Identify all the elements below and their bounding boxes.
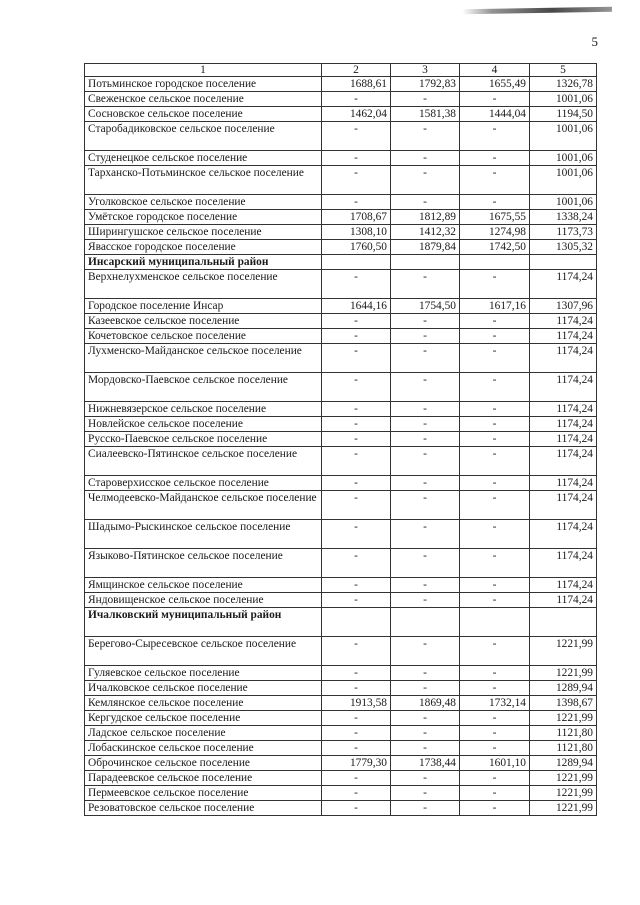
value-cell-col4: 1444,04	[460, 107, 530, 122]
value-cell-col2: 1308,10	[322, 225, 391, 240]
value-cell-col4: 1742,50	[460, 240, 530, 255]
value-cell-col5: 1174,24	[530, 447, 597, 476]
value-cell-col5: 1001,06	[530, 151, 597, 166]
value-cell-col3: -	[391, 786, 460, 801]
value-cell-col5: 1174,24	[530, 491, 597, 520]
value-cell-col5: 1121,80	[530, 741, 597, 756]
table-row	[85, 741, 597, 756]
table-section-row	[85, 608, 597, 637]
value-cell-col2: -	[322, 786, 391, 801]
value-cell-col2: -	[322, 637, 391, 666]
value-cell-col4: -	[460, 549, 530, 578]
table-row	[85, 225, 597, 240]
value-cell-col2: 1462,04	[322, 107, 391, 122]
value-cell-col5: 1174,24	[530, 593, 597, 608]
value-cell-col5: 1221,99	[530, 801, 597, 816]
settlement-name-cell: Староверхисское сельское поселение	[85, 476, 322, 491]
value-cell-col4: 1617,16	[460, 299, 530, 314]
value-cell-col4: -	[460, 314, 530, 329]
value-cell-col3: 1792,83	[391, 77, 460, 92]
table-row	[85, 432, 597, 447]
value-cell-col4: 1274,98	[460, 225, 530, 240]
value-cell-col3: -	[391, 329, 460, 344]
value-cell-col5: 1001,06	[530, 122, 597, 151]
value-cell-col3: 1738,44	[391, 756, 460, 771]
value-cell-col2: -	[322, 726, 391, 741]
value-cell-col2: -	[322, 166, 391, 195]
value-cell-col2: -	[322, 447, 391, 476]
value-cell-col5: 1326,78	[530, 77, 597, 92]
value-cell-col5	[530, 255, 597, 270]
settlement-name-cell: Яндовищенское сельское поселение	[85, 593, 322, 608]
value-cell-col2: -	[322, 593, 391, 608]
value-cell-col4: 1732,14	[460, 696, 530, 711]
table-row	[85, 726, 597, 741]
value-cell-col5: 1174,24	[530, 402, 597, 417]
table-row	[85, 801, 597, 816]
district-name-cell: Ичалковский муниципальный район	[85, 608, 322, 637]
settlement-name-cell: Оброчинское сельское поселение	[85, 756, 322, 771]
value-cell-col4	[460, 255, 530, 270]
value-cell-col5: 1221,99	[530, 711, 597, 726]
value-cell-col3: -	[391, 520, 460, 549]
value-cell-col3: -	[391, 432, 460, 447]
value-cell-col5: 1174,24	[530, 432, 597, 447]
table-row	[85, 637, 597, 666]
value-cell-col4: -	[460, 417, 530, 432]
table-row	[85, 402, 597, 417]
value-cell-col5: 1174,24	[530, 373, 597, 402]
value-cell-col2	[322, 608, 391, 637]
value-cell-col5: 1221,99	[530, 786, 597, 801]
value-cell-col2: -	[322, 417, 391, 432]
settlement-name-cell: Ямщинское сельское поселение	[85, 578, 322, 593]
value-cell-col4: -	[460, 801, 530, 816]
value-cell-col5: 1174,24	[530, 329, 597, 344]
value-cell-col5: 1001,06	[530, 92, 597, 107]
value-cell-col2: 1779,30	[322, 756, 391, 771]
settlement-name-cell: Уголковское сельское поселение	[85, 195, 322, 210]
value-cell-col3: -	[391, 92, 460, 107]
table-row	[85, 756, 597, 771]
settlement-name-cell: Кемлянское сельское поселение	[85, 696, 322, 711]
value-cell-col5: 1194,50	[530, 107, 597, 122]
table-row	[85, 373, 597, 402]
settlement-name-cell: Резоватовское сельское поселение	[85, 801, 322, 816]
value-cell-col4: -	[460, 491, 530, 520]
settlement-name-cell: Кочетовское сельское поселение	[85, 329, 322, 344]
value-cell-col4: -	[460, 637, 530, 666]
settlement-name-cell: Шадымо-Рыскинское сельское поселение	[85, 520, 322, 549]
value-cell-col3: -	[391, 801, 460, 816]
value-cell-col2: -	[322, 666, 391, 681]
table-row	[85, 151, 597, 166]
value-cell-col3: -	[391, 741, 460, 756]
value-cell-col5: 1174,24	[530, 344, 597, 373]
value-cell-col5: 1338,24	[530, 210, 597, 225]
table-row	[85, 344, 597, 373]
settlement-name-cell: Ичалковское сельское поселение	[85, 681, 322, 696]
value-cell-col4: -	[460, 122, 530, 151]
value-cell-col5: 1307,96	[530, 299, 597, 314]
settlement-name-cell: Верхнелухменское сельское поселение	[85, 270, 322, 299]
value-cell-col3: 1412,32	[391, 225, 460, 240]
value-cell-col2: -	[322, 578, 391, 593]
value-cell-col3: -	[391, 578, 460, 593]
value-cell-col4: 1601,10	[460, 756, 530, 771]
value-cell-col5: 1398,67	[530, 696, 597, 711]
table-row	[85, 77, 597, 92]
value-cell-col3: -	[391, 593, 460, 608]
settlement-name-cell: Умётское городское поселение	[85, 210, 322, 225]
value-cell-col4: -	[460, 92, 530, 107]
table-row	[85, 92, 597, 107]
value-cell-col4: -	[460, 270, 530, 299]
value-cell-col5: 1001,06	[530, 166, 597, 195]
value-cell-col3: 1812,89	[391, 210, 460, 225]
column-header-2: 2	[322, 64, 391, 77]
value-cell-col2: -	[322, 329, 391, 344]
table-row	[85, 771, 597, 786]
value-cell-col3: -	[391, 417, 460, 432]
value-cell-col4: -	[460, 344, 530, 373]
table-row	[85, 491, 597, 520]
value-cell-col2: 1644,16	[322, 299, 391, 314]
settlement-name-cell: Лобаскинское сельское поселение	[85, 741, 322, 756]
value-cell-col2: -	[322, 195, 391, 210]
value-cell-col5: 1305,32	[530, 240, 597, 255]
settlement-name-cell: Челмодеевско-Майданское сельское поселение	[85, 491, 322, 520]
settlement-name-cell: Нижневязерское сельское поселение	[85, 402, 322, 417]
value-cell-col3: -	[391, 314, 460, 329]
settlement-name-cell: Ширингушское сельское поселение	[85, 225, 322, 240]
table-section-row	[85, 255, 597, 270]
value-cell-col3: -	[391, 447, 460, 476]
settlement-name-cell: Явасское городское поселение	[85, 240, 322, 255]
value-cell-col4: -	[460, 711, 530, 726]
scan-artifact	[462, 7, 612, 15]
value-cell-col3: -	[391, 402, 460, 417]
value-cell-col5: 1174,24	[530, 314, 597, 329]
value-cell-col2: 1688,61	[322, 77, 391, 92]
value-cell-col3: 1879,84	[391, 240, 460, 255]
value-cell-col2: -	[322, 491, 391, 520]
value-cell-col4: -	[460, 373, 530, 402]
value-cell-col4: -	[460, 593, 530, 608]
table-row	[85, 417, 597, 432]
settlement-name-cell: Мордовско-Паевское сельское поселение	[85, 373, 322, 402]
value-cell-col5: 1174,24	[530, 520, 597, 549]
settlement-name-cell: Русско-Паевское сельское поселение	[85, 432, 322, 447]
tariff-table	[84, 63, 597, 816]
settlement-name-cell: Берегово-Сыресевское сельское поселение	[85, 637, 322, 666]
value-cell-col3: -	[391, 373, 460, 402]
value-cell-col2	[322, 255, 391, 270]
settlement-name-cell: Студенецкое сельское поселение	[85, 151, 322, 166]
settlement-name-cell: Пермеевское сельское поселение	[85, 786, 322, 801]
value-cell-col5: 1174,24	[530, 417, 597, 432]
value-cell-col3: -	[391, 726, 460, 741]
value-cell-col5: 1174,24	[530, 578, 597, 593]
value-cell-col3: -	[391, 166, 460, 195]
settlement-name-cell: Свеженское сельское поселение	[85, 92, 322, 107]
table-body	[85, 64, 597, 816]
value-cell-col4: -	[460, 520, 530, 549]
table-row	[85, 520, 597, 549]
settlement-name-cell: Сиалеевско-Пятинское сельское поселение	[85, 447, 322, 476]
table-row	[85, 314, 597, 329]
table-row	[85, 711, 597, 726]
value-cell-col5: 1221,99	[530, 637, 597, 666]
value-cell-col3	[391, 608, 460, 637]
value-cell-col3: -	[391, 711, 460, 726]
table-row	[85, 166, 597, 195]
value-cell-col2: 1760,50	[322, 240, 391, 255]
table-row	[85, 329, 597, 344]
value-cell-col2: -	[322, 373, 391, 402]
value-cell-col5: 1221,99	[530, 666, 597, 681]
value-cell-col2: -	[322, 801, 391, 816]
table-row	[85, 270, 597, 299]
settlement-name-cell: Тарханско-Потьминское сельское поселение	[85, 166, 322, 195]
value-cell-col4: -	[460, 329, 530, 344]
value-cell-col4: -	[460, 476, 530, 491]
table-row	[85, 195, 597, 210]
table-row	[85, 299, 597, 314]
value-cell-col4: -	[460, 681, 530, 696]
value-cell-col2: -	[322, 476, 391, 491]
value-cell-col4: -	[460, 771, 530, 786]
settlement-name-cell: Потьминское городское поселение	[85, 77, 322, 92]
value-cell-col2: -	[322, 344, 391, 373]
value-cell-col3: -	[391, 476, 460, 491]
value-cell-col4: -	[460, 402, 530, 417]
value-cell-col2: -	[322, 92, 391, 107]
value-cell-col5: 1174,24	[530, 476, 597, 491]
table-row	[85, 786, 597, 801]
value-cell-col2: -	[322, 122, 391, 151]
value-cell-col2: -	[322, 549, 391, 578]
value-cell-col3: 1581,38	[391, 107, 460, 122]
value-cell-col2: -	[322, 270, 391, 299]
table-row	[85, 593, 597, 608]
table-row	[85, 681, 597, 696]
table-row	[85, 122, 597, 151]
value-cell-col2: -	[322, 402, 391, 417]
value-cell-col3	[391, 255, 460, 270]
value-cell-col3: -	[391, 549, 460, 578]
value-cell-col3: 1754,50	[391, 299, 460, 314]
value-cell-col4: -	[460, 741, 530, 756]
district-name-cell: Инсарский муниципальный район	[85, 255, 322, 270]
value-cell-col5: 1174,24	[530, 270, 597, 299]
value-cell-col3: -	[391, 151, 460, 166]
table-row	[85, 240, 597, 255]
settlement-name-cell: Гуляевское сельское поселение	[85, 666, 322, 681]
value-cell-col2: -	[322, 681, 391, 696]
value-cell-col3: -	[391, 344, 460, 373]
value-cell-col3: -	[391, 195, 460, 210]
value-cell-col2: -	[322, 520, 391, 549]
column-header-1: 1	[85, 64, 322, 77]
settlement-name-cell: Лухменско-Майданское сельское поселение	[85, 344, 322, 373]
value-cell-col3: -	[391, 681, 460, 696]
table-row	[85, 107, 597, 122]
table-row	[85, 476, 597, 491]
settlement-name-cell: Старобадиковское сельское поселение	[85, 122, 322, 151]
value-cell-col4: -	[460, 151, 530, 166]
value-cell-col2: -	[322, 711, 391, 726]
value-cell-col2: -	[322, 771, 391, 786]
value-cell-col4: -	[460, 666, 530, 681]
value-cell-col2: 1913,58	[322, 696, 391, 711]
value-cell-col5	[530, 608, 597, 637]
settlement-name-cell: Языково-Пятинское сельское поселение	[85, 549, 322, 578]
table-row	[85, 549, 597, 578]
value-cell-col2: -	[322, 741, 391, 756]
settlement-name-cell: Ладское сельское поселение	[85, 726, 322, 741]
table-row	[85, 578, 597, 593]
value-cell-col3: -	[391, 771, 460, 786]
value-cell-col4: -	[460, 195, 530, 210]
settlement-name-cell: Городское поселение Инсар	[85, 299, 322, 314]
table-row	[85, 696, 597, 711]
value-cell-col2: 1708,67	[322, 210, 391, 225]
column-header-4: 4	[460, 64, 530, 77]
table-row	[85, 666, 597, 681]
value-cell-col3: -	[391, 491, 460, 520]
value-cell-col4: -	[460, 166, 530, 195]
settlement-name-cell: Сосновское сельское поселение	[85, 107, 322, 122]
table-row	[85, 210, 597, 225]
value-cell-col3: -	[391, 637, 460, 666]
value-cell-col4	[460, 608, 530, 637]
value-cell-col3: -	[391, 666, 460, 681]
value-cell-col5: 1173,73	[530, 225, 597, 240]
table-row	[85, 447, 597, 476]
settlement-name-cell: Кергудское сельское поселение	[85, 711, 322, 726]
table-header-row	[85, 64, 597, 77]
value-cell-col4: -	[460, 726, 530, 741]
value-cell-col5: 1221,99	[530, 771, 597, 786]
value-cell-col4: 1675,55	[460, 210, 530, 225]
settlement-name-cell: Парадеевское сельское поселение	[85, 771, 322, 786]
value-cell-col4: -	[460, 432, 530, 447]
settlement-name-cell: Казеевское сельское поселение	[85, 314, 322, 329]
value-cell-col5: 1289,94	[530, 756, 597, 771]
value-cell-col2: -	[322, 151, 391, 166]
value-cell-col4: -	[460, 786, 530, 801]
value-cell-col3: -	[391, 122, 460, 151]
column-header-3: 3	[391, 64, 460, 77]
value-cell-col4: -	[460, 578, 530, 593]
value-cell-col3: 1869,48	[391, 696, 460, 711]
value-cell-col4: 1655,49	[460, 77, 530, 92]
value-cell-col5: 1001,06	[530, 195, 597, 210]
settlement-name-cell: Новлейское сельское поселение	[85, 417, 322, 432]
value-cell-col2: -	[322, 432, 391, 447]
value-cell-col5: 1174,24	[530, 549, 597, 578]
column-header-5: 5	[530, 64, 597, 77]
value-cell-col4: -	[460, 447, 530, 476]
value-cell-col3: -	[391, 270, 460, 299]
value-cell-col5: 1121,80	[530, 726, 597, 741]
value-cell-col5: 1289,94	[530, 681, 597, 696]
value-cell-col2: -	[322, 314, 391, 329]
page-number: 5	[591, 34, 598, 49]
